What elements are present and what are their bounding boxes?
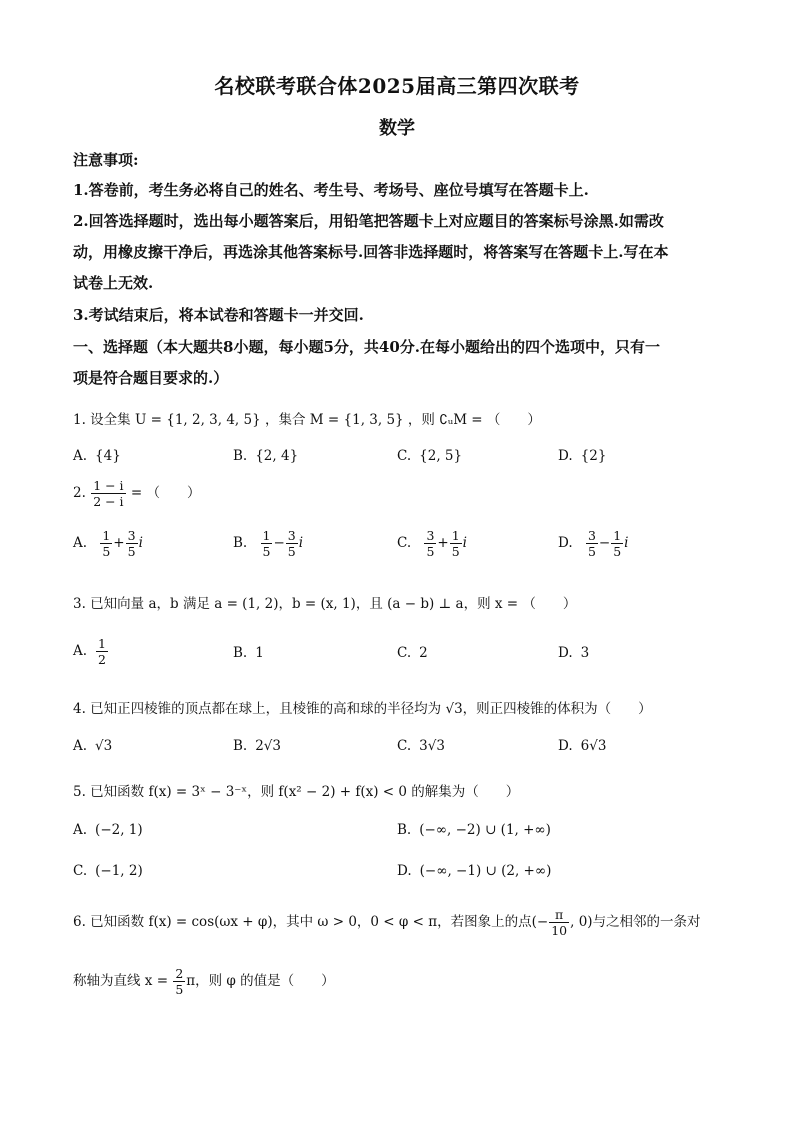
question-4-option-d: D. 6√3 xyxy=(558,738,607,754)
question-1-option-d: D. {2} xyxy=(558,448,607,464)
question-5-option-c: C. (−1, 2) xyxy=(73,863,143,879)
question-6-line-2: 称轴为直线 x = $\frac{2}{5}$ π，则 φ 的值是（ ） xyxy=(73,966,335,997)
question-1-option-c: C. {2, 5} xyxy=(397,448,463,464)
question-4-option-c: C. 3√3 xyxy=(397,738,445,754)
section-1-heading-line-2: 项是符合题目要求的.） xyxy=(73,369,229,387)
question-3-option-a: A. $\frac{1}{2}$ xyxy=(73,636,106,667)
notice-heading: 注意事项: xyxy=(73,151,139,169)
question-5-option-d: D. (−∞, −1) ∪ (2, +∞) xyxy=(397,863,552,879)
question-5-option-a: A. (−2, 1) xyxy=(73,822,143,838)
subject-title: 数学 xyxy=(379,118,415,139)
question-2-option-c: C. $\frac{3}{5}$ + $\frac{1}{5}$ i xyxy=(397,528,467,559)
question-2-fraction: $\frac{1 - i}{2 - i}$ xyxy=(93,478,124,509)
question-2-option-b: B. $\frac{1}{5}$ − $\frac{3}{5}$ i xyxy=(233,528,304,559)
question-4-option-a: A. √3 xyxy=(73,738,113,754)
notice-item-2-line-3: 试卷上无效. xyxy=(73,274,154,292)
question-4: 4. 已知正四棱锥的顶点都在球上，且棱锥的高和球的半径均为 √3，则正四棱锥的体积为（ ） xyxy=(73,701,652,717)
question-2-option-d: D. $\frac{3}{5}$ − $\frac{1}{5}$ i xyxy=(558,528,629,559)
question-2: 2. $\frac{1 - i}{2 - i}$ = （ ） xyxy=(73,478,201,509)
question-5: 5. 已知函数 f(x) = 3ˣ − 3⁻ˣ，则 f(x² − 2) + f(x) < 0 的解集为（ ） xyxy=(73,784,520,800)
question-3-option-d: D. 3 xyxy=(558,645,590,661)
section-1-heading-line-1: 一、选择题（本大题共8小题，每小题5分，共40分.在每小题给出的四个选项中，只有一 xyxy=(73,338,660,356)
question-1 xyxy=(73,408,541,428)
notice-item-3: 3.考试结束后，将本试卷和答题卡一并交回. xyxy=(73,306,364,324)
question-2-option-a: A. $\frac{1}{5}$ + $\frac{3}{5}$ i xyxy=(73,528,143,559)
question-1-set-m: M = {1, 3, 5} xyxy=(309,412,404,428)
question-3-option-c: C. 2 xyxy=(397,645,428,661)
question-6-line-1: 6. 已知函数 f(x) = cos(ωx + φ)，其中 ω > 0，0 < φ < π，若图象上的点(− $\frac{\pi}{10}$ , 0)与之相邻的一条对 xyxy=(73,907,701,938)
question-1-option-b: B. {2, 4} xyxy=(233,448,299,464)
question-4-option-b: B. 2√3 xyxy=(233,738,281,754)
question-1-post: ，则 ∁ᵤM = （ ） xyxy=(407,412,541,428)
question-1-set-u: U = {1, 2, 3, 4, 5} xyxy=(134,412,261,428)
question-3: 3. 已知向量 a，b 满足 a = (1, 2)，b = (x, 1)，且 (a − b) ⊥ a，则 x = （ ） xyxy=(73,596,577,612)
exam-title: 名校联考联合体2025届高三第四次联考 xyxy=(214,74,580,98)
notice-item-2-line-1: 2.回答选择题时，选出每小题答案后，用铅笔把答题卡上对应题目的答案标号涂黑.如需改 xyxy=(73,212,664,230)
question-1-mid: ，集合 xyxy=(265,412,306,428)
question-1-option-a: A. {4} xyxy=(73,448,121,464)
question-3-option-b: B. 1 xyxy=(233,645,264,661)
notice-item-1: 1.答卷前，考生务必将自己的姓名、考生号、考场号、座位号填写在答题卡上. xyxy=(73,181,589,199)
notice-item-2-line-2: 动，用橡皮擦干净后，再选涂其他答案标号.回答非选择题时，将答案写在答题卡上.写在本 xyxy=(73,243,669,261)
question-1-pre: 1. 设全集 xyxy=(73,412,131,428)
question-5-option-b: B. (−∞, −2) ∪ (1, +∞) xyxy=(397,822,551,838)
